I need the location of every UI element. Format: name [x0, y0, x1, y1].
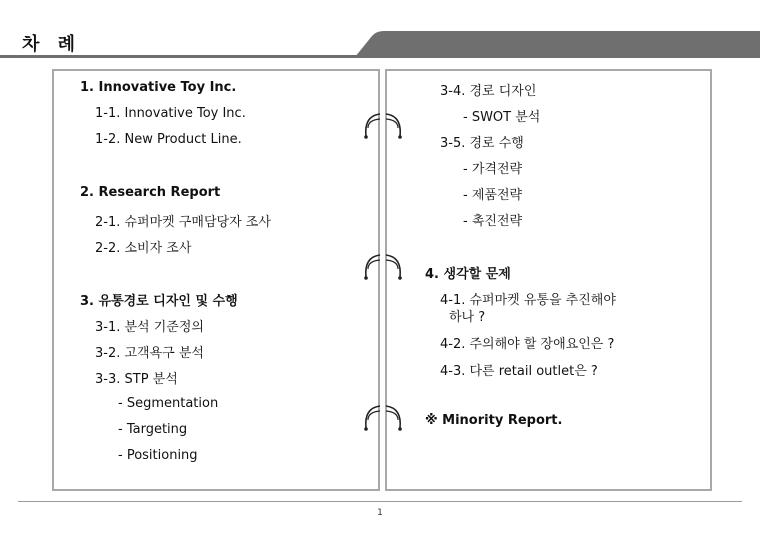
toc-section-3[interactable]: 3. 유통경로 디자인 및 수행	[80, 294, 238, 309]
toc-item-4-1-continued[interactable]: 하나 ?	[449, 310, 486, 325]
page-number: 1	[377, 508, 383, 518]
footer-divider	[18, 501, 742, 502]
toc-section-2[interactable]: 2. Research Report	[80, 185, 221, 200]
toc-subitem-price-strategy[interactable]: - 가격전략	[463, 162, 523, 177]
toc-item-3-4[interactable]: 3-4. 경로 디자인	[440, 84, 537, 99]
toc-subitem-positioning[interactable]: - Positioning	[118, 448, 198, 463]
toc-item-3-1[interactable]: 3-1. 분석 기준정의	[95, 320, 204, 335]
binder-ring-icon	[360, 247, 406, 283]
toc-item-2-2[interactable]: 2-2. 소비자 조사	[95, 241, 192, 256]
toc-subitem-segmentation[interactable]: - Segmentation	[118, 396, 219, 411]
toc-item-2-1[interactable]: 2-1. 슈퍼마켓 구매담당자 조사	[95, 215, 271, 230]
toc-item-3-3[interactable]: 3-3. STP 분석	[95, 372, 178, 387]
page-title: 차 례	[22, 34, 82, 55]
toc-item-4-3[interactable]: 4-3. 다른 retail outlet은 ?	[440, 364, 598, 379]
toc-subitem-targeting[interactable]: - Targeting	[118, 422, 188, 437]
toc-item-3-2[interactable]: 3-2. 고객욕구 분석	[95, 346, 204, 361]
toc-subitem-promotion-strategy[interactable]: - 촉진전략	[463, 214, 523, 229]
toc-item-1-2[interactable]: 1-2. New Product Line.	[95, 132, 242, 147]
toc-section-1[interactable]: 1. Innovative Toy Inc.	[80, 80, 237, 95]
toc-section-4[interactable]: 4. 생각할 문제	[425, 267, 511, 282]
toc-section-minority-report[interactable]: ※ Minority Report.	[425, 413, 563, 428]
toc-item-4-2[interactable]: 4-2. 주의해야 할 장애요인은 ?	[440, 337, 615, 352]
binder-ring-icon	[360, 398, 406, 434]
header-bar	[0, 0, 760, 60]
toc-item-4-1[interactable]: 4-1. 슈퍼마켓 유통을 추진해야	[440, 293, 616, 308]
toc-subitem-product-strategy[interactable]: - 제품전략	[463, 188, 523, 203]
toc-item-1-1[interactable]: 1-1. Innovative Toy Inc.	[95, 106, 246, 121]
toc-subitem-swot[interactable]: - SWOT 분석	[463, 110, 541, 125]
binder-ring-icon	[360, 106, 406, 142]
toc-item-3-5[interactable]: 3-5. 경로 수행	[440, 136, 524, 151]
